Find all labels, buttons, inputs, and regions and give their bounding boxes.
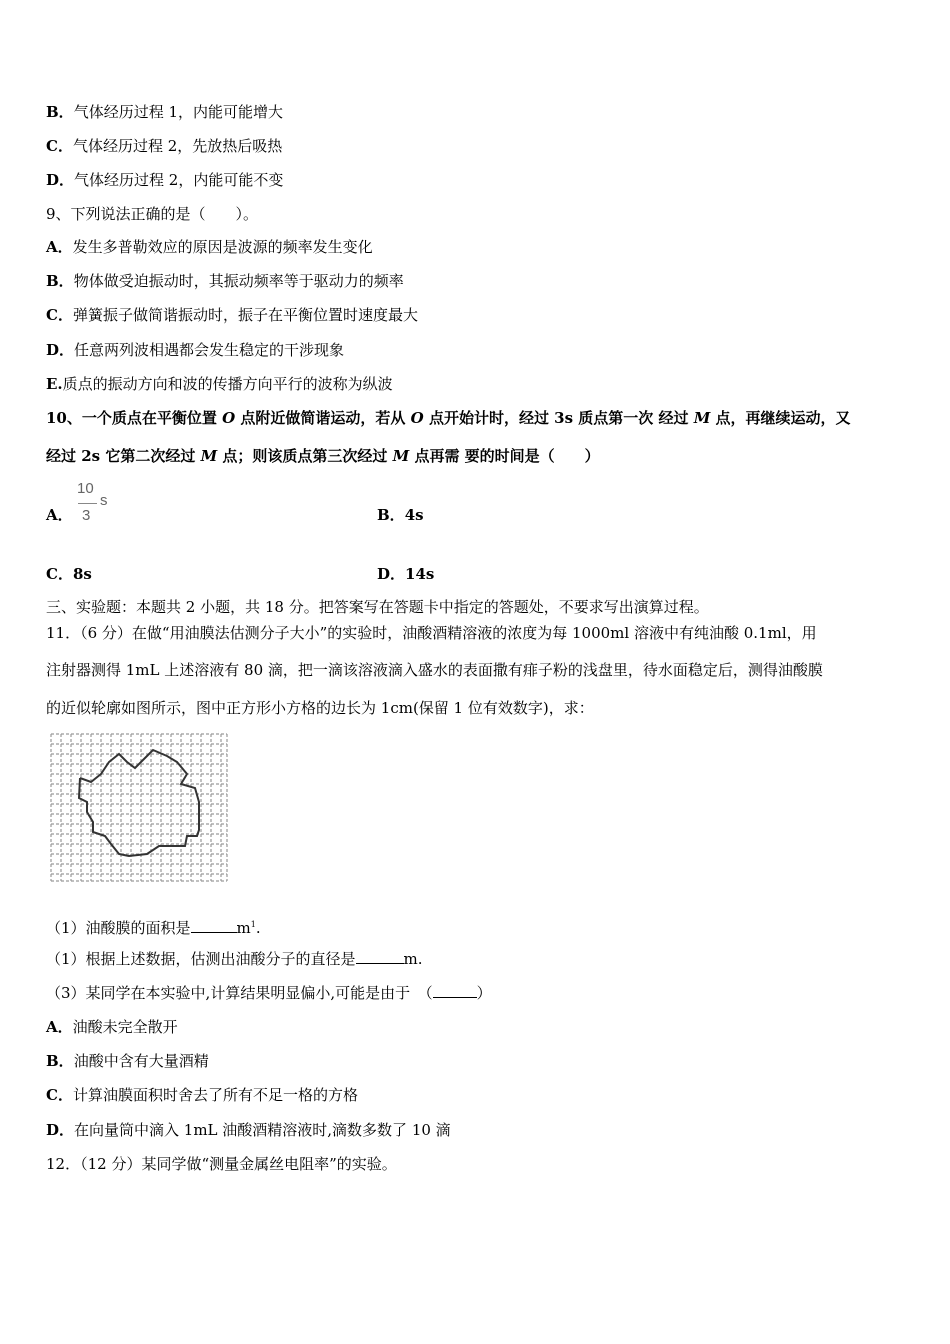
q9-option-e: E.质点的振动方向和波的传播方向平行的波称为纵波 — [46, 375, 393, 393]
q11-option-a: A．油酸未完全散开 — [46, 1018, 178, 1036]
fraction-unit: s — [100, 492, 108, 509]
q11-stem-line2: 注射器测得 1mL 上述溶液有 80 滴，把一滴该溶液滴入盛水的表面撒有痱子粉的浅盘里，待水面稳定后，测得油酸膜 — [46, 661, 823, 679]
fraction-bar — [78, 503, 97, 504]
prev-option-b: B．气体经历过程 1，内能可能增大 — [46, 103, 284, 121]
q9-option-d: D．任意两列波相遇都会发生稳定的干涉现象 — [46, 341, 345, 359]
q9-option-a: A．发生多普勒效应的原因是波源的频率发生变化 — [46, 238, 373, 256]
q9-stem: 9、下列说法正确的是（ ）。 — [46, 205, 259, 223]
q10-stem-line1: 10、一个质点在平衡位置 O 点附近做简谐运动，若从 O 点开始计时，经过 3s 质点第一次 经过 M 点，再继续运动，又 — [46, 409, 851, 427]
q11-stem-line1: 11．（6 分）在做“用油膜法估测分子大小”的实验时，油酸酒精溶液的浓度为每 1000ml 溶液中有纯油酸 0.1ml，用 — [46, 624, 817, 642]
q10-stem-line2: 经过 2s 它第二次经过 M 点；则该质点第三次经过 M 点再需 要的时间是（ ） — [46, 447, 600, 465]
q10-option-d: D．14s — [377, 565, 435, 583]
oil-film-grid-figure — [49, 732, 229, 884]
q9-option-c: C．弹簧振子做简谐振动时，振子在平衡位置时速度最大 — [46, 306, 418, 324]
fraction-numerator: 10 — [77, 480, 94, 497]
q9-option-b: B．物体做受迫振动时，其振动频率等于驱动力的频率 — [46, 272, 404, 290]
q11-option-b: B．油酸中含有大量酒精 — [46, 1052, 209, 1070]
q11-option-c: C．计算油膜面积时舍去了所有不足一格的方格 — [46, 1086, 358, 1104]
q11-sub1: （1）油酸膜的面积是 $m^1$. — [46, 919, 261, 937]
prev-option-d: D．气体经历过程 2，内能可能不变 — [46, 171, 284, 189]
grid-lines — [51, 734, 227, 881]
q11-sub2: （1）根据上述数据，估测出油酸分子的直径是 m. — [46, 950, 423, 968]
q11-option-d: D．在向量筒中滴入 1mL 油酸酒精溶液时,滴数多数了 10 滴 — [46, 1121, 451, 1139]
answer-blank[interactable] — [191, 918, 237, 933]
fraction-denominator: 3 — [82, 507, 91, 524]
q12-stem: 12．（12 分）某同学做“测量金属丝电阻率”的实验。 — [46, 1155, 397, 1173]
answer-blank[interactable] — [433, 983, 477, 998]
prev-option-c: C．气体经历过程 2，先放热后吸热 — [46, 137, 283, 155]
section-heading: 三、实验题：本题共 2 小题，共 18 分。把答案写在答题卡中指定的答题处，不要求写出演算过程。 — [46, 598, 709, 616]
q11-stem-line3: 的近似轮廓如图所示，图中正方形小方格的边长为 1cm(保留 1 位有效数字)，求： — [46, 699, 594, 717]
q10-option-c: C．8s — [46, 565, 92, 583]
q10-option-b: B．4s — [377, 506, 424, 524]
q10-option-a-label: A． — [46, 506, 73, 524]
q11-sub3: （3）某同学在本实验中,计算结果明显偏小,可能是由于 （ ） — [46, 984, 492, 1002]
answer-blank[interactable] — [356, 949, 404, 964]
q10-option-a-fraction — [76, 480, 116, 530]
